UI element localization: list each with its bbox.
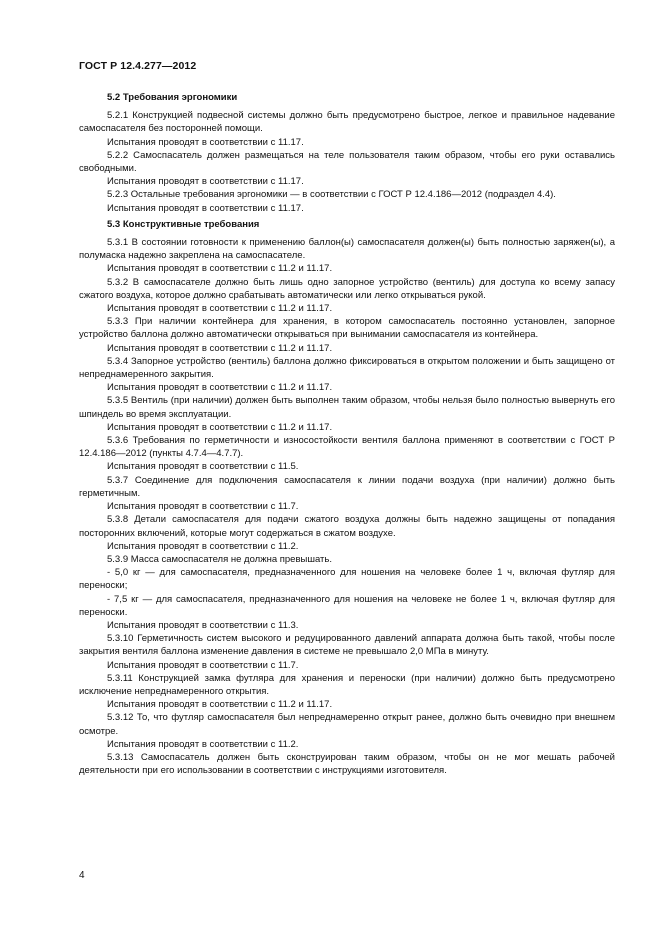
paragraph: 5.3.8 Детали самоспасателя для подачи сжатого воздуха должны быть надежно защищены от попадания посторонних включений, которые могут содержаться в сжатом воздухе.	[79, 514, 615, 539]
document-header: ГОСТ Р 12.4.277—2012	[79, 60, 197, 72]
paragraph: 5.3.11 Конструкцией замка футляра для хранения и переноски (при наличии) должно быть предусмотрено исключение непреднамеренного открытия.	[79, 672, 615, 697]
paragraph: Испытания проводят в соответствии с 11.2 и 11.17.	[107, 263, 333, 275]
paragraph: Испытания проводят в соответствии с 11.7.	[107, 501, 299, 513]
paragraph: 5.2.3 Остальные требования эргономики — в соответствии с ГОСТ Р 12.4.186—2012 (подраздел 4.4).	[107, 189, 556, 201]
paragraph: 5.3.10 Герметичность систем высокого и редуцированного давлений аппарата должна быть такой, чтобы после закрытия вентиля баллона изменение давления в системе не превышало 2,0 МПа в минуту.	[79, 633, 615, 658]
section-heading: 5.3 Конструктивные требования	[107, 218, 260, 230]
paragraph: Испытания проводят в соответствии с 11.2.	[107, 540, 299, 552]
paragraph: 5.3.12 То, что футляр самоспасателя был непреднамеренно открыт ранее, должно быть очевидно при внешнем осмотре.	[79, 712, 615, 737]
paragraph: 5.2.1 Конструкцией подвесной системы должно быть предусмотрено быстрое, легкое и правильное надевание самоспасателя без посторонней помощи.	[79, 110, 615, 135]
paragraph: Испытания проводят в соответствии с 11.2 и 11.17.	[107, 382, 333, 394]
paragraph: Испытания проводят в соответствии с 11.17.	[107, 176, 304, 188]
paragraph: 5.3.7 Соединение для подключения самоспасателя к линии подачи воздуха (при наличии) должно быть герметичным.	[79, 474, 615, 499]
paragraph: Испытания проводят в соответствии с 11.2.	[107, 738, 299, 750]
paragraph: Испытания проводят в соответствии с 11.5.	[107, 461, 299, 473]
paragraph: Испытания проводят в соответствии с 11.3.	[107, 619, 299, 631]
paragraph: Испытания проводят в соответствии с 11.17.	[107, 136, 304, 148]
paragraph: 5.3.3 При наличии контейнера для хранения, в котором самоспасатель постоянно установлен, запорное устройство баллона должно автоматически открываться при вынимании самоспасателя из контейнера.	[79, 316, 615, 341]
paragraph: Испытания проводят в соответствии с 11.17.	[107, 202, 304, 214]
paragraph: 5.3.6 Требования по герметичности и износостойкости вентиля баллона применяют в соответствии с ГОСТ Р 12.4.186—2012 (пункты 4.7.4—4.7.7).	[79, 435, 615, 460]
paragraph: Испытания проводят в соответствии с 11.2 и 11.17.	[107, 699, 333, 711]
paragraph: Испытания проводят в соответствии с 11.2 и 11.17.	[107, 342, 333, 354]
page-number: 4	[79, 870, 85, 881]
paragraph: 5.3.5 Вентиль (при наличии) должен быть выполнен таким образом, чтобы нельзя было полностью вывернуть его шпиндель во время эксплуатации.	[79, 395, 615, 420]
paragraph: 5.2.2 Самоспасатель должен размещаться на теле пользователя таким образом, чтобы его руки оставались свободными.	[79, 149, 615, 175]
paragraph: Испытания проводят в соответствии с 11.2 и 11.17.	[107, 303, 333, 315]
section-heading: 5.2 Требования эргономики	[107, 92, 238, 103]
paragraph: 5.3.4 Запорное устройство (вентиль) баллона должно фиксироваться в открытом положении и быть защищено от непреднамеренного закрытия.	[79, 355, 615, 381]
paragraph: - 7,5 кг — для самоспасателя, предназначенного для ношения на человеке не более 1 ч, включая футляр для переноски.	[79, 593, 615, 618]
paragraph: - 5,0 кг — для самоспасателя, предназначенного для ношения на человеке более 1 ч, включая футляр для переноски;	[79, 567, 615, 592]
document-body	[79, 91, 615, 777]
paragraph: 5.3.2 В самоспасателе должно быть лишь одно запорное устройство (вентиль) для доступа ко всему запасу сжатого воздуха, которое должно срабатывать автоматически или легко открываться рукой.	[79, 276, 615, 301]
paragraph: Испытания проводят в соответствии с 11.7.	[107, 659, 299, 671]
paragraph: 5.3.13 Самоспасатель должен быть сконструирован таким образом, чтобы он не мог мешать рабочей деятельности при его использовании в соответствии с инструкциями изготовителя.	[79, 751, 615, 777]
paragraph: 5.3.9 Масса самоспасателя не должна превышать.	[107, 553, 332, 565]
paragraph: 5.3.1 В состоянии готовности к применению баллон(ы) самоспасателя должен(ы) быть полностью заряжен(ы), а полумаска надежно закреплена на самоспасателе.	[79, 237, 615, 262]
paragraph: Испытания проводят в соответствии с 11.2 и 11.17.	[107, 421, 333, 433]
